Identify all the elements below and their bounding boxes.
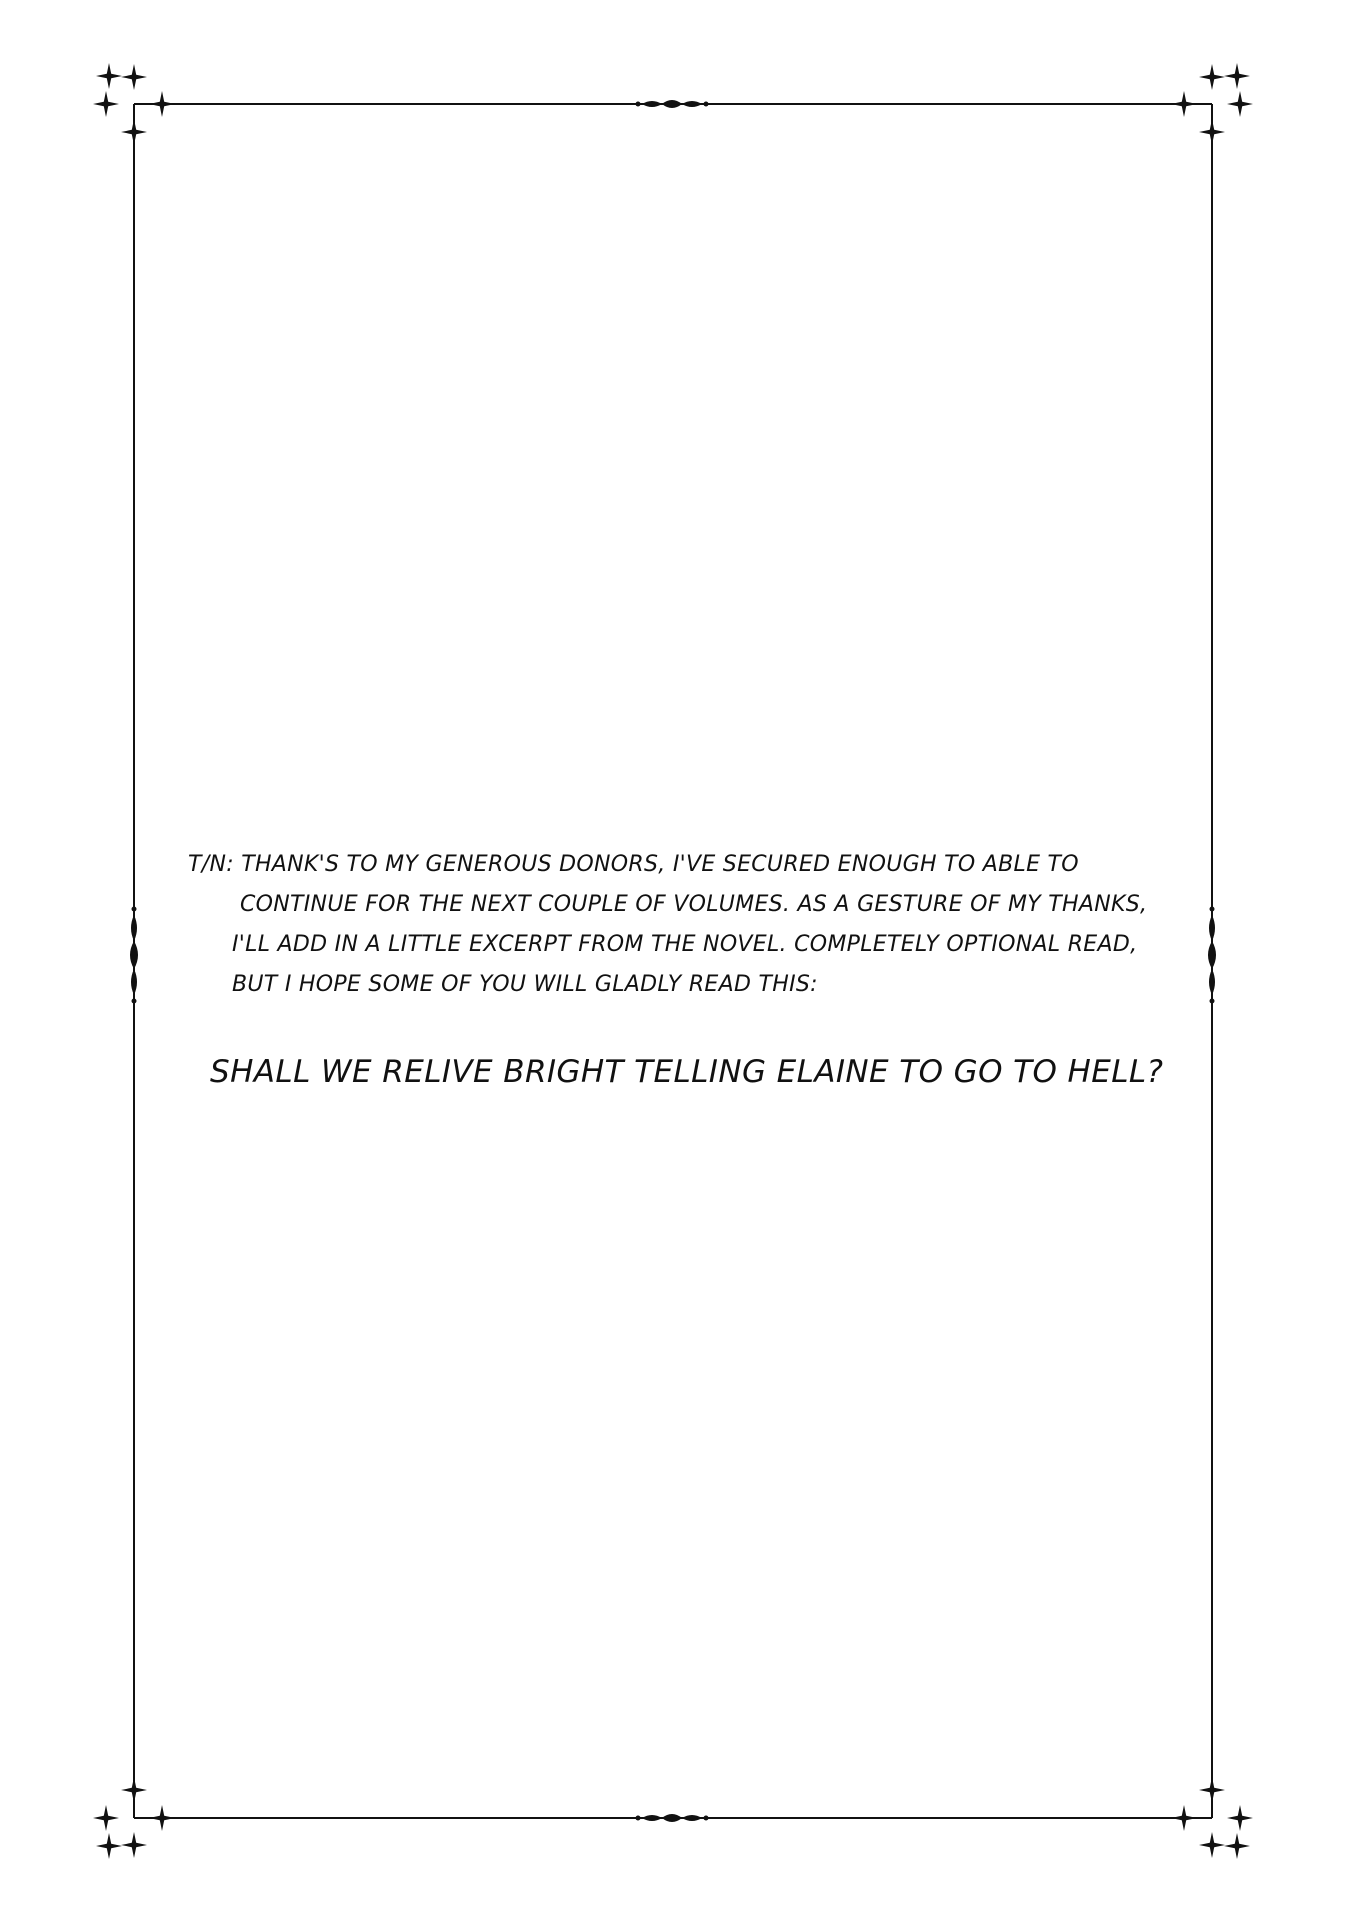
translator-note-line: I'LL ADD IN A LITTLE EXCERPT FROM THE NOVEL. COMPLETELY OPTIONAL READ,	[232, 932, 1138, 957]
excerpt-headline: SHALL WE RELIVE BRIGHT TELLING ELAINE TO GO TO HELL?	[210, 1054, 1164, 1090]
translator-note-line: T/N: THANK'S TO MY GENEROUS DONORS, I'VE SECURED ENOUGH TO ABLE TO	[188, 852, 1079, 877]
translator-note-line: CONTINUE FOR THE NEXT COUPLE OF VOLUMES. AS A GESTURE OF MY THANKS,	[240, 892, 1148, 917]
translator-note-line: BUT I HOPE SOME OF YOU WILL GLADLY READ THIS:	[232, 972, 818, 997]
